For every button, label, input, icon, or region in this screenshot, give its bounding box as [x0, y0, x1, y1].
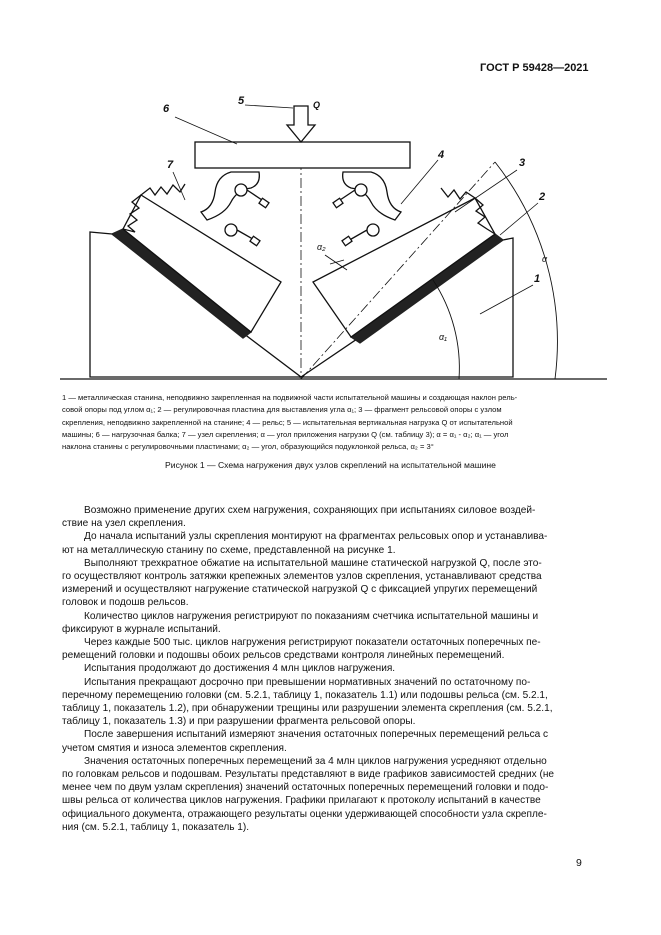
right-clip-bolt	[355, 184, 367, 196]
body-line: ствие на узел скрепления.	[62, 518, 186, 530]
right-rail	[343, 172, 401, 220]
body-line: официального документа, отражающего результаты оценки удерживающей способности узла скрепле-	[62, 808, 547, 820]
body-text	[62, 504, 584, 834]
callout-5: 5	[238, 95, 245, 107]
body-line: перечному перемещению головки (см. 5.2.1, таблицу 1, показатель 1.1) или подошвы рельса (см. 5.2.1,	[62, 689, 548, 701]
callout-2: 2	[539, 191, 546, 203]
legend-line: машины; 6 — нагрузочная балка; 7 — узел скрепления; α — угол приложения нагрузки Q (см. таблицу 3); α = α₁ - α₂; α₁ — угол	[62, 429, 509, 439]
figure-caption: Рисунок 1 — Схема нагружения двух узлов скреплений на испытательной машине	[165, 460, 496, 470]
body-line: Испытания продолжают до достижения 4 млн циклов нагружения.	[84, 663, 396, 675]
label-alpha2: α₂	[317, 242, 326, 252]
body-line: Выполняют трехкратное обжатие на испытательной машине статической нагрузкой Q, после это-	[84, 557, 542, 569]
body-line: учетом смятия и износа элементов скрепления.	[62, 742, 287, 754]
legend-line: наклона станины с регулировочными пластинами; α₂ — угол, образующийся подуклонкой рельса, α₂ = 3°	[62, 442, 434, 452]
body-line: До начала испытаний узлы скрепления монтируют на фрагментах рельсовых опор и устанавлива-	[84, 531, 548, 543]
document-header: ГОСТ Р 59428—2021	[480, 62, 589, 74]
label-alpha: α	[542, 254, 548, 264]
label-alpha1: α₁	[439, 332, 447, 342]
body-line: ют на металлическую станину по схеме, представленной на рисунке 1.	[62, 544, 396, 556]
left-zigzag-top	[141, 184, 185, 195]
loading-scheme-figure	[55, 92, 615, 384]
body-line: го осуществляют контроль затяжки крепежных элементов узлов скрепления, устанавливают средства	[62, 571, 542, 583]
callout-Q: Q	[313, 100, 321, 110]
legend-line: совой опоры под углом α₁; 2 — регулировочная пластина для выставления угла α₁; 3 — фрагмент рельсовой опоры с узлом	[62, 405, 502, 415]
legend-line: 1 — металлическая станина, неподвижно закрепленная на подвижной части испытательной машины и создающая наклон рель-	[62, 393, 518, 402]
left-clip-bolt	[235, 184, 247, 196]
body-line: ния (см. 5.2.1, таблицу 1, показатель 1).	[62, 821, 250, 833]
body-line: менее чем по двум узлам скрепления) значений остаточных поперечных перемещений головки и подо-	[62, 782, 549, 794]
body-line: Количество циклов нагружения регистрируют по показаниям счетчика испытательной машины и	[84, 610, 539, 622]
callout-3: 3	[519, 157, 526, 169]
legend-line: скрепления, неподвижно закрепленной на станине; 4 — рельс; 5 — испытательная вертикальная нагрузка Q от испытательной	[62, 417, 513, 427]
body-line: Через каждые 500 тыс. циклов нагружения регистрируют показатели остаточных поперечных пе-	[84, 637, 541, 649]
body-line: швы рельса от количества циклов нагружения. Графики прилагают к протоколу испытаний в качестве	[62, 795, 541, 807]
body-line: ремещений головки и подошвы обоих рельсов средствами контроля линейных перемещений.	[62, 650, 505, 662]
right-clip-bolt-lower	[367, 224, 379, 236]
body-line: Возможно применение других схем нагружения, сохраняющих при испытаниях силовое воздей-	[84, 505, 536, 516]
page-number: 9	[576, 857, 582, 869]
body-line: После завершения испытаний измеряют значения остаточных поперечных перемещений рельса с	[84, 729, 549, 741]
load-beam	[195, 142, 410, 168]
body-line: таблицу 1, показатель 1.2), при обнаружении трещины или разрушении элемента скрепления (см. 5.2.1,	[62, 703, 553, 715]
body-line: головок и подошв рельсов.	[62, 597, 189, 609]
left-rail	[201, 172, 259, 220]
load-arrow	[287, 106, 315, 142]
body-line: Испытания прекращают досрочно при превышении нормативных значений по остаточному по-	[84, 676, 531, 688]
figure-legend	[62, 392, 584, 453]
callout-7: 7	[167, 159, 174, 171]
left-clip-bolt-lower	[225, 224, 237, 236]
body-line: Значения остаточных поперечных перемещений за 4 млн циклов нагружения усредняют отдельно	[84, 755, 547, 767]
callout-6: 6	[163, 103, 170, 115]
body-line: таблицу 1, показатель 1.3) и при разрушении фрагмента рельсовой опоры.	[62, 716, 416, 728]
body-line: по головкам рельсов и подошвам. Результаты представляют в виде графиков зависимостей средних (не	[62, 769, 555, 781]
body-line: фиксируют в журнале испытаний.	[62, 623, 221, 635]
callout-1: 1	[534, 273, 541, 285]
callout-4: 4	[438, 149, 445, 161]
loading-scheme-drawing	[55, 92, 615, 384]
body-line: измерений и осуществляют нагружение статической нагрузкой Q с фиксацией упругих перемещений	[62, 584, 538, 596]
